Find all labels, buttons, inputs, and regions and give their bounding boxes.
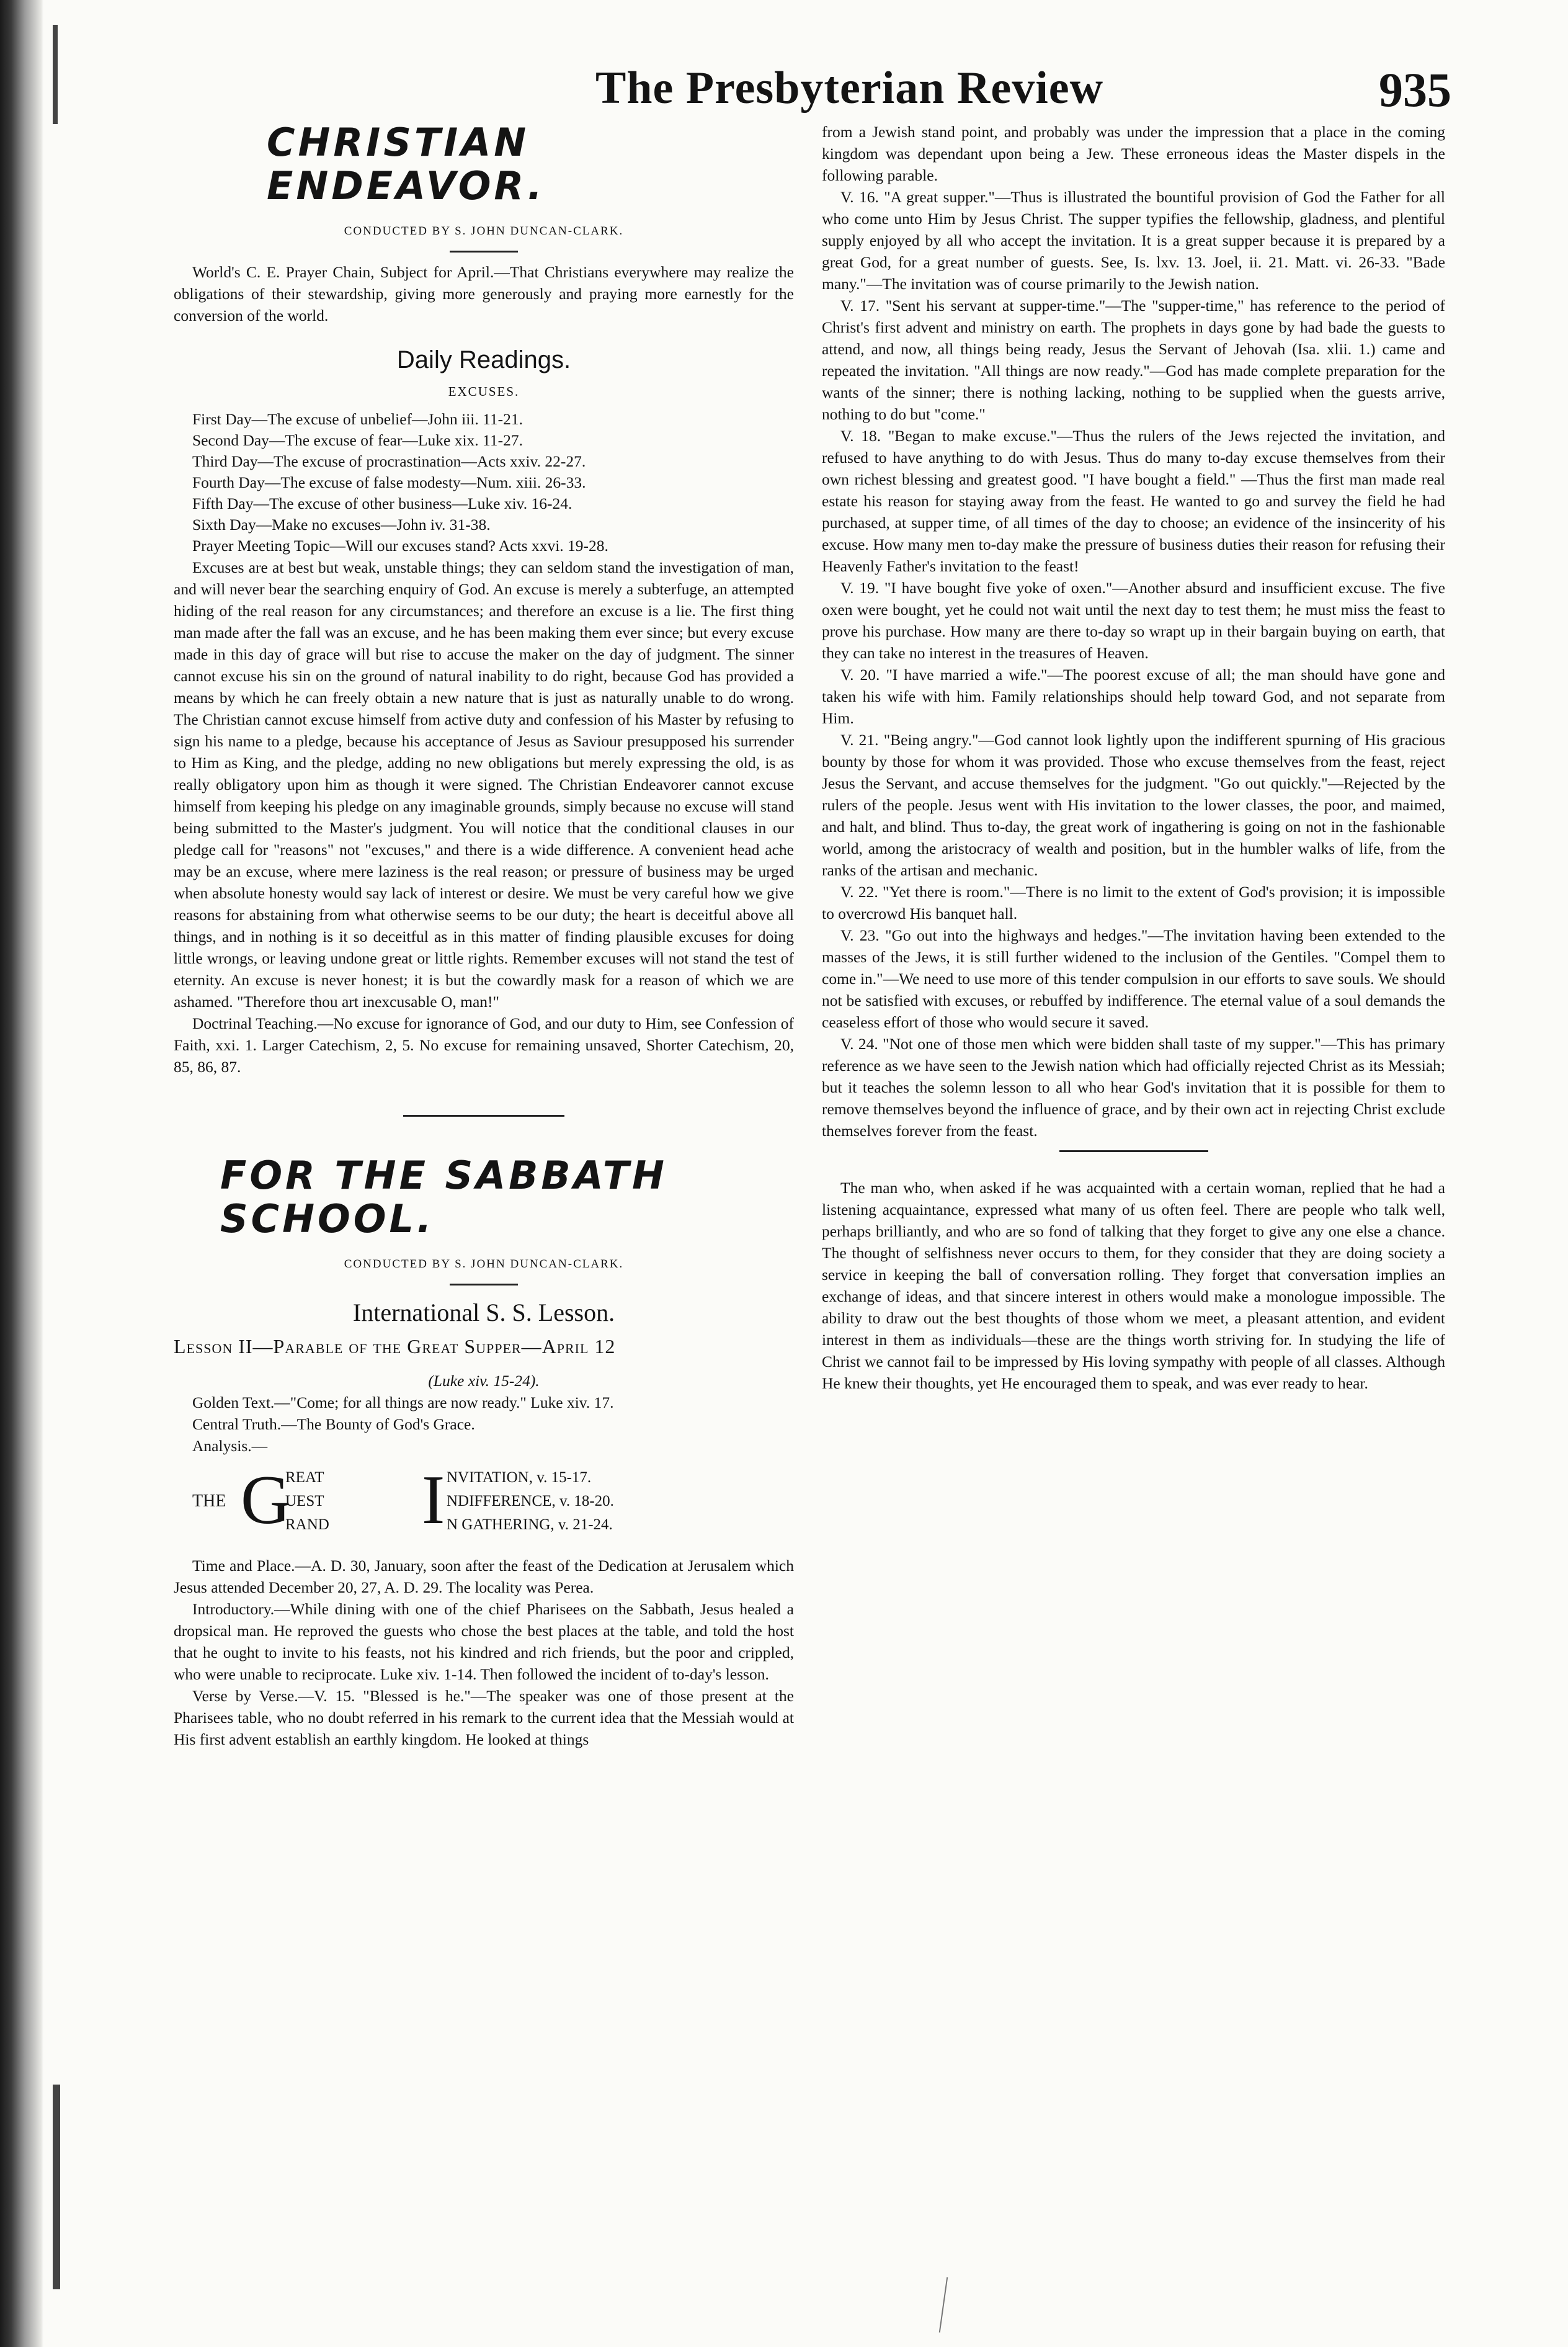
rule (450, 1284, 518, 1285)
continued-text: from a Jewish stand point, and probably was under the impression that a place in the coming kingdom was dependant upon being a Jew. These erroneous ideas the Master dispels in the following parable. (822, 123, 1445, 184)
reading-item: Prayer Meeting Topic—Will our excuses stand? Acts xxvi. 19-28. (192, 537, 608, 555)
sabbath-school-heading: FOR THE SABBATH SCHOOL. (220, 1153, 667, 1241)
lesson-title: Lesson II—Parable of the Great Supper—April 12 (174, 1335, 616, 1357)
margin-mark (53, 25, 58, 124)
analysis-i-line: NVITATION, v. 15-17. (447, 1469, 592, 1486)
reading-item: Sixth Day—Make no excuses—John iv. 31-38. (192, 516, 491, 534)
binding-edge (0, 0, 43, 2347)
reading-item: Third Day—The excuse of procrastination—Acts xxiv. 22-27. (192, 452, 586, 470)
analysis-label: Analysis.— (192, 1437, 268, 1455)
verse-22: V. 22. "Yet there is room."—There is no limit to the extent of God's provision; it is impossible to overcrowd His banquet hall. (822, 883, 1445, 923)
verse-23: V. 23. "Go out into the highways and hedges."—The invitation having been extended to the masses of the Jews, it is still further widened to the inclusion of the Gentiles. "Compel them to come in."—We need to use more of this tender compulsion in our efforts to save souls. We should not be satisfied with excuses, or rebuffed by indifference. The eternal value of a soul demands the ceaseless effort of those who would secure it saved. (822, 926, 1445, 1031)
running-header (595, 62, 1451, 130)
section-rule (1059, 1150, 1208, 1152)
analysis-i-line: N GATHERING, v. 21-24. (447, 1516, 613, 1533)
daily-readings-heading: Daily Readings. (396, 346, 571, 373)
rule (450, 251, 518, 253)
time-and-place: Time and Place.—A. D. 30, January, soon after the feast of the Dedication at Jerusalem which Jesus attended December 20, 27, A. D. 29. The locality was Perea. (174, 1557, 794, 1596)
verse-24: V. 24. "Not one of those men which were bidden shall taste of my supper."—This has primary reference as we have seen to the Jewish nation which had officially rejected Christ as its Messiah; but it teaches the solemn lesson to all who hear God's invitation that it is possible for them to remove themselves beyond the influence of grace, and by their own act in rejecting Christ exclude themselves forever from the feast. (822, 1035, 1445, 1140)
verse-16: V. 16. "A great supper."—Thus is illustrated the bountiful provision of God the Father for all who come unto Him by Jesus Christ. The supper typifies the fellowship, gladness, and plentiful supply enjoyed by all who accept the invitation. It is a great supper because it is prepared by a great God, for a great number of guests. See, Is. lxv. 13. Joel, ii. 21. Matt. vi. 26-33. "Bade many."—The invitation was of course primarily to the Jewish nation. (822, 188, 1445, 293)
readings-subtitle: EXCUSES. (448, 384, 520, 399)
reading-item: Second Day—The excuse of fear—Luke xix. 11-27. (192, 431, 523, 449)
prayer-chain: World's C. E. Prayer Chain, Subject for April.—That Christians everywhere may realize the obligations of their stewardship, giving more generously and praying more earnestly for the conversion of the world. (174, 263, 794, 324)
golden-text: Golden Text.—"Come; for all things are now ready." Luke xiv. 17. (192, 1393, 614, 1411)
lesson-heading: International S. S. Lesson. (352, 1299, 615, 1326)
verse-21: V. 21. "Being angry."—God cannot look lightly upon the indifferent spurning of His gracious bounty by those for whom it was provided. Those who excuse themselves from the feast, reject Jesus the Servant, and accuse themselves for the judgment. "Go out quickly."—Rejected by the rulers of the people. Jesus went with His invitation to the lower classes, the poor, and maimed, and halt, and blind. Thus to-day, the great work of ingathering is going on not in the fashionable world, among the aristocracy of wealth and position, but in the humbler walks of life, from the ranks of the artisan and mechanic. (822, 731, 1445, 879)
analysis-g-line: RAND (285, 1516, 329, 1533)
endeavor-byline: CONDUCTED BY S. JOHN DUNCAN-CLARK. (344, 225, 624, 238)
sabbath-byline: CONDUCTED BY S. JOHN DUNCAN-CLARK. (344, 1258, 624, 1271)
verse-15: Verse by Verse.—V. 15. "Blessed is he."—The speaker was one of those present at the Pharisees table, who no doubt referred in his remark to the current idea that the Messiah would at His first advent establish an earthly kingdom. He looked at things (174, 1687, 794, 1748)
left-column (174, 121, 794, 1750)
margin-mark (53, 2085, 60, 2289)
verse-19: V. 19. "I have bought five yoke of oxen."—Another absurd and insufficient excuse. The five oxen were bought, yet he could not wait until the next day to test them; he must miss the feast to prove his purchase. How many are there to-day so wrapt up in their bargain buying on earth, that they can take no interest in the treasures of Heaven. (822, 579, 1445, 662)
reading-item: Fifth Day—The excuse of other business—Luke xiv. 16-24. (192, 494, 572, 512)
analysis-i-line: NDIFFERENCE, v. 18-20. (447, 1493, 614, 1509)
analysis-g-line: REAT (285, 1469, 324, 1486)
introductory: Introductory.—While dining with one of the chief Pharisees on the Sabbath, Jesus healed a dropsical man. He reproved the guests who chose the best places at the table, and told the host that he ought to invite to his feasts, not his kindred and rich friends, but the poor and crippled, who were unable to reciprocate. Luke xiv. 1-14. Then followed the incident of to-day's lesson. (174, 1600, 794, 1683)
right-column (822, 121, 1445, 1394)
verse-17: V. 17. "Sent his servant at supper-time."—The "supper-time," has reference to the period of Christ's first advent and ministry on earth. The prophets in days gone by had bade the guests to attend, and now, all things being ready, Jesus the Servant of Jehovah (Isa. xlii. 1.) came and repeated the invitation. "All things are now ready."—God has made complete preparation for the wants of the sinner; there is nothing lacking, nothing to be supplied when the guests arrive, nothing to do but "come." (822, 297, 1445, 423)
analysis-diagram (174, 1462, 794, 1546)
lesson-reference: (Luke xiv. 15-24). (428, 1372, 540, 1390)
verse-18: V. 18. "Began to make excuse."—Thus the rulers of the Jews rejected the invitation, and refused to have anything to do with Jesus. Thus do many to-day excuse themselves from their own richest blessing and greatest good. "I have bought a field." —Thus the first man made real estate his reason for staying away from the feast. He wanted to go and survey the field he had purchased, at supper time, of all times of the day to choose; an evidence of the insincerity of his excuse. How many men to-day make the pressure of business duties their reason for refusing their Heavenly Father's invitation to the feast! (822, 427, 1445, 575)
reading-item: First Day—The excuse of unbelief—John iii. 11-21. (192, 410, 523, 428)
section-rule (403, 1115, 564, 1117)
journal-title: The Presbyterian Review (595, 63, 1104, 114)
central-truth: Central Truth.—The Bounty of God's Grace. (192, 1415, 475, 1433)
analysis-g-line: UEST (285, 1493, 324, 1509)
anecdote-paragraph: The man who, when asked if he was acquainted with a certain woman, replied that he had a listening acquaintance, expressed what many of us often feel. There are people who talk well, perhaps brilliantly, and who are so fond of talking that they forget to give any one else a chance. The thought of selfishness never occurs to them, for they consider that they are doing society a service in keeping the ball of conversation rolling. They forget that conversation implies an exchange of ideas, and that sincere interest in others would make a monologue impossible. The ability to draw out the best thoughts of those whom we meet, a pleasant attention, and evident interest in them as individuals—these are the things worth striving for. In studying the life of Christ we cannot fail to be impressed by His loving sympathy with people of all classes. Although He knew their thoughts, yet He encouraged them to speak, and was ever ready to hear. (822, 1179, 1445, 1392)
pen-mark (939, 2277, 948, 2332)
analysis-big-g: G (241, 1462, 291, 1539)
readings-list (174, 409, 794, 557)
verse-20: V. 20. "I have married a wife."—The poorest excuse of all; the man should have gone and taken his wife with him. Family relationships should help toward God, and not separate from Him. (822, 666, 1445, 727)
analysis-big-i: I (422, 1462, 445, 1539)
christian-endeavor-heading: CHRISTIAN ENDEAVOR. (267, 120, 545, 208)
doctrinal-teaching: Doctrinal Teaching.—No excuse for ignorance of God, and our duty to Him, see Confession of Faith, xxi. 1. Larger Catechism, 2, 5. No excuse for remaining unsaved, Shorter Catechism, 20, 85, 86, 87. (174, 1014, 794, 1076)
page-number: 935 (1379, 63, 1451, 117)
endeavor-body: Excuses are at best but weak, unstable things; they can seldom stand the investigation of man, and will never bear the searching enquiry of God. An excuse is merely a subterfuge, an attempted hiding of the real reason for any circumstances; and therefore an excuse is a lie. The first thing man made after the fall was an excuse, and he has been making them ever since; but every excuse made in this day of grace will but rise to accuse the maker on the day of judgment. The sinner cannot excuse his sin on the ground of natural inability to do right, because God has provided a means by which he can freely obtain a new nature that is just as naturally unable to do wrong. The Christian cannot excuse himself from active duty and confession of his Master by refusing to sign his name to a pledge, because his acceptance of Jesus as Saviour presupposed his surrender to Him as King, and the pledge, adding no new obligations but merely expressing the old, is as really obligatory upon him as though it were signed. The Christian Endeavorer cannot excuse himself from keeping his pledge on any imaginable grounds, simply because no excuse will stand being submitted to the Master's judgment. You will notice that the conditional clauses in our pledge call for "reasons" not "excuses," and there is a wide difference. A convenient head ache may be an excuse, where mere laziness is the real reason; or pressure of business may be urged when absolute honesty would say lack of interest or desire. We must be very careful how we give reasons for abstaining from what otherwise seems to be our duty; the heart is deceitful above all things, and in nothing is it so deceitful as in this matter of finding plausible excuses for doing little wrongs, or leaving undone great or little rights. Remember excuses will not stand the test of eternity. An excuse is never honest; it is but the cowardly mask for a reason of which we are ashamed. "Therefore thou art inexcusable O, man!" (174, 558, 794, 1011)
analysis-the: THE (192, 1491, 226, 1511)
reading-item: Fourth Day—The excuse of false modesty—Num. xiii. 26-33. (192, 473, 586, 491)
